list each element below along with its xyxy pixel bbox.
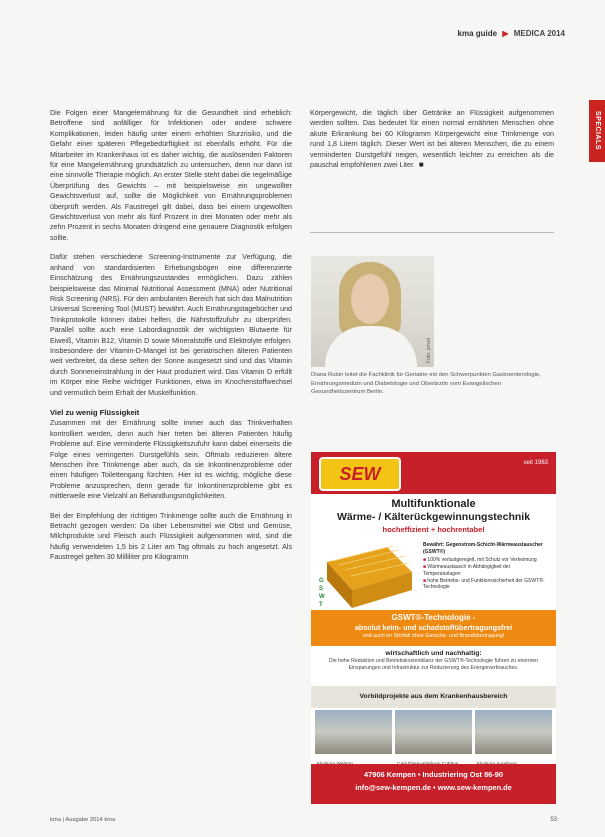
ad-headline: Multifunktionale bbox=[391, 498, 476, 510]
author-photo bbox=[311, 256, 434, 367]
ad-contact-links[interactable]: info@sew-kempen.de • www.sew-kempen.de bbox=[355, 783, 512, 792]
ad-spec-item: ■ Wärmeaustausch in Abhängigkeit der Temperaturlagen bbox=[423, 564, 549, 577]
page-header bbox=[458, 29, 565, 38]
sew-logo: SEW bbox=[319, 457, 401, 491]
svg-text:G: G bbox=[319, 578, 324, 584]
ad-top-banner bbox=[311, 452, 556, 494]
article-paragraph: Zusammen mit der Ernährung sollte immer auch das Trinkverhalten kontrolliert werden, denn auch hier treten bei älteren Patienten häufig Probleme auf. Eine verminderte Flüssigkeitszufuhr kann dabei einerseits die Folge eines verringerten Durstgefühls sein. Oftmals reduzieren ältere Menschen ihre Trinkmenge aber auch, da sie Inkontinenzprobleme oder einen häufigen Toilettengang fürchten. Hier ist es wichtig, mögliche diese Probleme anzusprechen, denn gerade für Inkontinenzprobleme gibt es mittlerweile eine Vielzahl an Behandlungsmöglichkeiten. bbox=[50, 419, 292, 501]
header-arrow-icon: ▶ bbox=[502, 29, 509, 38]
ad-orange-band: GSWT®-Technologie - absolut keim- und schadstoffübertragungsfrei und auch im Störfall ohne Geruchs- und Brandübertragung! bbox=[311, 610, 556, 646]
end-mark-icon: ■ bbox=[418, 160, 424, 170]
ad-sustainability: wirtschaftlich und nachhaltig: Die hohe Reduktion und Betriebskostenbilanz der GSWT®-Technologie führen zu enormen Einsparungen und Infrastruktur zur Reduzierung des Energieverbrauches. bbox=[328, 650, 539, 671]
article-paragraph: Die Folgen einer Mangelernährung für die Gesundheit sind erheblich: Betroffene sind anfälliger für Infektionen oder andere schwere Komplikationen, leiden häufig unter einem erhöhten Sturzrisiko, und die Gefahr einer späteren Pflegebedürftigkeit ist ebenfalls erhöht. Für die Mitarbeiter im Krankenhaus ist es daher wichtig, die auslösenden Faktoren für eine Mangelernährung grundsätzlich zu untersuchen, denn nur dann ist eine sinnvolle Therapie möglich. An erster Stelle steht dabei die regelmäßige Überprüfung des Gewichts – mit beispielsweise ein ungewollter Gewichtsverlust auf, sollte die Möglichkeit von Ernährungsproblemen überprüft werden. Als Faustregel gilt dabei, dass bei einem ungewollten Gewichtsverlust von mehr als fünf Prozent in drei Monaten oder mehr als zehn Prozent in sechs Monaten dringend eine genauere Diagnostik erfolgen sollte. bbox=[50, 109, 292, 242]
article-right-column bbox=[310, 108, 554, 170]
ad-spec-item: ■ hohe Betriebs- und Funktionssicherheit der GSWT®-Technologie bbox=[423, 578, 549, 591]
heat-exchanger-graphic bbox=[317, 542, 417, 614]
ad-spec-item: ■ 100% verlustgeregelt, mit Schutz vor Verkeimung bbox=[423, 557, 549, 564]
building-photo bbox=[395, 710, 472, 754]
ad-reference-title: Vorbildprojekte aus dem Krankenhausbereich bbox=[311, 686, 556, 708]
section-heading: Viel zu wenig Flüssigkeit bbox=[50, 407, 140, 417]
photo-credit: Foto: privat bbox=[426, 337, 432, 363]
section-side-tab: SPECIALS bbox=[589, 100, 605, 162]
ad-reference-images bbox=[315, 710, 552, 754]
magazine-name: kma guide bbox=[457, 29, 498, 38]
ad-address: 47906 Kempen • Industriering Ost 86-90 bbox=[364, 770, 503, 779]
ad-since: seit 1963 bbox=[523, 460, 548, 466]
ad-headline: Wärme- / Kälterückgewinnungstechnik bbox=[336, 511, 531, 523]
divider bbox=[310, 232, 554, 233]
svg-text:S: S bbox=[319, 586, 324, 592]
building-photo bbox=[315, 710, 392, 754]
event-name: MEDICA 2014 bbox=[513, 29, 565, 38]
article-paragraph: Bei der Empfehlung der richtigen Trinkmenge sollte auch die Ernährung in Betracht gezogen werden: Da über Lebensmittel wie Obst und Gemüse, Milchprodukte und Fleisch auch Flüssigkeit aufgenommen wird, sind die häufig verwendeten 1,5 bis 2 Liter am Tag oftmals zu hoch angesetzt. Als Faustregel gelten 30 Milliliter pro Kilogramm bbox=[50, 511, 292, 562]
building-photo bbox=[475, 710, 552, 754]
article-paragraph: Dafür stehen verschiedene Screening-Instrumente zur Verfügung, die anhand von standardisierten Erhebungsbögen eine differenzierte Einschätzung des Ernährungszustandes ermöglichen. Dazu zählen beispielsweise das Minimal Nutritional Assessment (MNA) oder Nutritional Risk Screening (NRS). Für den ambulanten Bereich hat sich das Malnutrition Universal Screening Tool (MUST) bewährt. Auch Ernährungstagebücher und Trinkprotokolle können dabei helfen, die Nährstoffzufuhr zu überprüfen. Parallel sollte auch eine Labordiagnostik der wichtigsten Blutwerte für Eiweiß, Vitamin B12, Vitamin D sowie Mineralstoffe und Elektrolyte erfolgen. Insbesondere der Vitamin-D-Mangel ist bei geriatrischen älteren Patienten weit verbreitet, da diese selten der Sonne ausgesetzt sind und das Vitamin durch Sonneneinstrahlung in der Haut produziert wird. Das Vitamin D erfüllt im Körper eine Reihe wichtiger Funktionen, etwa im Knochenstoffwechsel und vermutlich beim Erhalt der Muskelfunktion. bbox=[50, 253, 292, 397]
page-number: 53 bbox=[550, 817, 557, 823]
svg-text:W: W bbox=[319, 594, 325, 600]
ad-spec-list bbox=[423, 542, 549, 591]
page-footer-left: kma | Ausgabe 2014 kma bbox=[50, 817, 116, 823]
ad-spec-title: Bewährt: Gegenstrom-Schicht-Wärmeaustauscher (GSWT®) bbox=[423, 542, 543, 555]
article-paragraph: Körpergewicht, die täglich über Getränke an Flüssigkeit aufgenommen werden sollten. Das bedeutet für einen normal ernährten Menschen ohne akute Erkrankung bei 60 Kilogramm Körpergewicht eine Trinkmenge von rund 1,8 Litern täglich. Dieser Wert ist bei älteren Menschen, die zu einem verminderten Durstgefühl neigen, wesentlich leichter zu erreichen als die pauschal empfohlenen zwei Liter. bbox=[310, 109, 554, 170]
article-left-column bbox=[50, 108, 292, 572]
ad-subheadline: hocheffizient + hochrentabel bbox=[382, 525, 485, 534]
advertisement bbox=[311, 452, 556, 804]
photo-caption: Diana Rubin leitet die Fachklinik für Geriatrie mit den Schwerpunkten Gastroenterologie, Ernährungsmedizin und Diabetologie und Oberärztin vom Evangelischen Gesundheitszentrum Berlin. bbox=[311, 372, 541, 396]
svg-text:T: T bbox=[319, 602, 323, 608]
ad-contact-footer bbox=[311, 764, 556, 804]
